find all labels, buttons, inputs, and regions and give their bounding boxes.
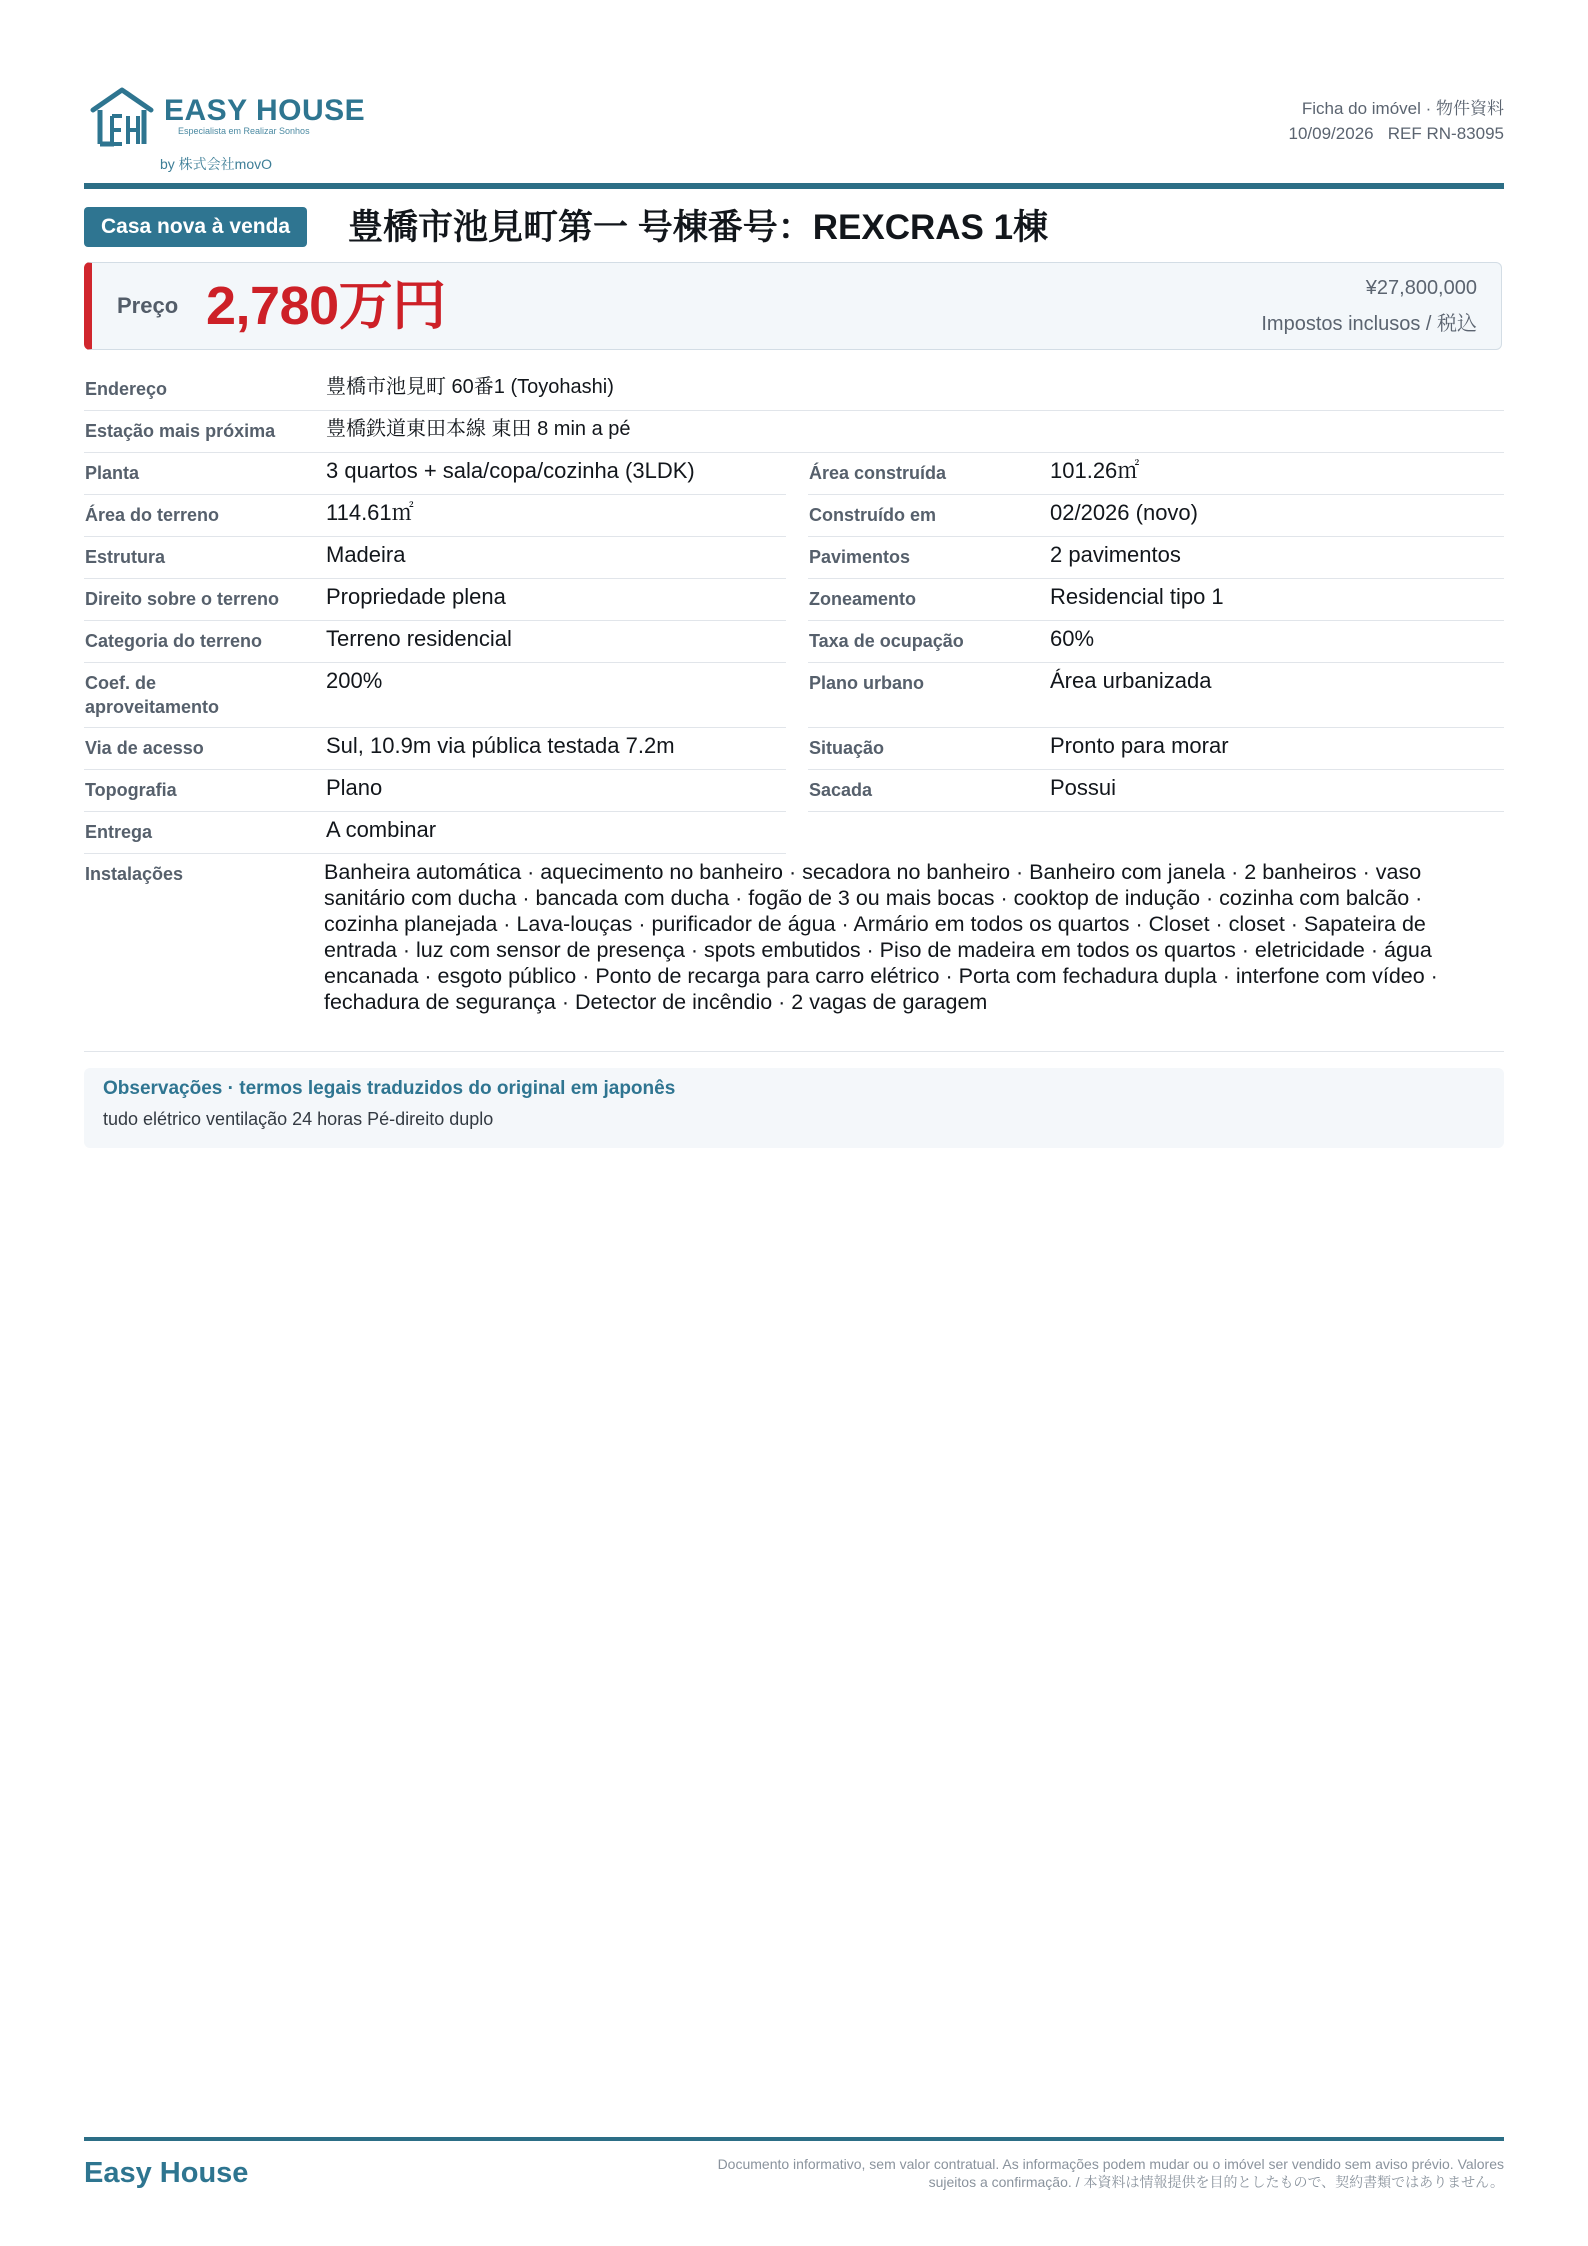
detail-row-built-area (808, 453, 1504, 495)
detail-value: 3 quartos + sala/copa/cozinha (3LDK) (326, 458, 695, 483)
detail-value: A combinar (326, 817, 437, 842)
detail-row-delivery (84, 812, 786, 854)
detail-value: 豊橋鉄道東田本線 東田 8 min a pé (326, 418, 631, 440)
detail-row-topography (84, 770, 786, 812)
detail-row-floors (808, 537, 1504, 579)
price-value: 2,780万円 (206, 276, 446, 336)
detail-row-land-right (84, 579, 786, 621)
detail-value: Madeira (326, 542, 406, 567)
header-divider (84, 183, 1504, 189)
title-row (84, 206, 1504, 250)
detail-value: Residencial tipo 1 (1050, 584, 1224, 609)
detail-label: Área do terreno (85, 505, 220, 525)
header (84, 78, 1504, 182)
detail-row-far (84, 663, 786, 728)
price-box (84, 262, 1502, 350)
detail-row-balcony (808, 770, 1504, 812)
detail-value: Plano (326, 775, 383, 800)
detail-value: Pronto para morar (1050, 733, 1229, 758)
notes-box (84, 1068, 1504, 1148)
detail-label: Endereço (85, 379, 168, 399)
detail-value: 200% (326, 668, 383, 693)
price-yen: ¥27,800,000 (1365, 277, 1477, 299)
notes-text: tudo elétrico ventilação 24 horas Pé-direito duplo (103, 1109, 494, 1129)
detail-value: Sul, 10.9m via pública testada 7.2m (326, 733, 675, 758)
detail-value: Banheira automática · aquecimento no banheiro · secadora no banheiro · Banheiro com janela · 2 banheiros · vaso sanitário com ducha · bancada com ducha · fogão de 3 ou mais bocas · cooktop de indução · cozinha com balcão · cozinha planejada · Lava-louças · purificador de água · Armário em todos os quartos · Closet · closet · Sapateira de entrada · luz com sensor de presença · spots embutidos · Piso de madeira em todos os quartos · eletricidade · água encanada · esgoto público · Ponto de recarga para carro elétrico · Porta com fechadura dupla · interfone com vídeo · fechadura de segurança · Detector de incêndio · 2 vagas de garagem (324, 860, 1438, 1014)
footer-disclaimer: Documento informativo, sem valor contratual. As informações podem mudar ou o imóvel ser vendido sem aviso prévio. Valores sujeitos a confirmação. / 本資料は情報提供を目的としたもので、契約書類ではありません。 (717, 2156, 1504, 2190)
detail-label: Entrega (85, 822, 153, 842)
detail-row-facilities (84, 854, 1504, 1052)
detail-label: Categoria do terreno (85, 631, 263, 651)
detail-value: 60% (1050, 626, 1095, 651)
detail-label: Situação (809, 738, 885, 758)
detail-label: Taxa de ocupação (809, 631, 964, 651)
document-meta (1289, 96, 1504, 146)
detail-row-built-in (808, 495, 1504, 537)
detail-label: Pavimentos (809, 547, 911, 567)
logo-company: by 株式会社movO (160, 156, 273, 172)
detail-label: Estação mais próxima (85, 421, 276, 441)
logo (90, 82, 370, 172)
detail-label: Instalações (85, 864, 184, 884)
detail-value: 2 pavimentos (1050, 542, 1181, 567)
detail-label: Topografia (85, 780, 177, 800)
detail-label: Sacada (809, 780, 873, 800)
detail-label: Via de acesso (85, 738, 204, 758)
detail-label: Área construída (809, 463, 947, 483)
detail-value: 114.61㎡ (326, 500, 414, 525)
detail-row-zoning (808, 579, 1504, 621)
price-label: Preço (117, 293, 179, 318)
detail-label: Plano urbano (809, 673, 925, 693)
detail-row-land-category (84, 621, 786, 663)
detail-row-station (84, 411, 1504, 453)
notes-title: Observações · termos legais traduzidos do original em japonês (103, 1078, 676, 1099)
detail-row-structure (84, 537, 786, 579)
detail-value: 豊橋市池見町 60番1 (Toyohashi) (326, 376, 614, 398)
detail-row-urban-plan (808, 663, 1504, 728)
detail-label: Construído em (809, 505, 937, 525)
detail-value: Possui (1050, 775, 1117, 800)
detail-value: Terreno residencial (326, 626, 512, 651)
detail-row-address (84, 369, 1504, 411)
document-date-ref (1289, 121, 1504, 146)
logo-brand: EASY HOUSE (164, 94, 366, 127)
detail-value: 101.26㎡ (1050, 458, 1140, 483)
footer-brand: Easy House (84, 2157, 249, 2189)
detail-value: Área urbanizada (1050, 668, 1212, 693)
document-ref: REF RN-83095 (1387, 124, 1504, 143)
detail-label: Direito sobre o terreno (85, 589, 280, 609)
detail-label: Estrutura (85, 547, 166, 567)
document-date: 10/09/2026 (1288, 124, 1374, 143)
price-tax-note: Impostos inclusos / 税込 (1261, 313, 1477, 335)
property-sheet (84, 0, 1504, 2246)
detail-row-land-area (84, 495, 786, 537)
detail-label: Coef. de aproveitamento (85, 673, 220, 717)
listing-type-badge: Casa nova à venda (84, 207, 307, 247)
document-type: Ficha do imóvel · 物件資料 (1301, 99, 1504, 118)
detail-value: Propriedade plena (326, 584, 506, 609)
detail-row-road (84, 728, 786, 770)
detail-label: Zoneamento (809, 589, 917, 609)
footer-divider (84, 2137, 1504, 2141)
detail-row-layout (84, 453, 786, 495)
detail-label: Planta (85, 463, 140, 483)
detail-row-coverage (808, 621, 1504, 663)
property-title: 豊橋市池見町第一 号棟番号：REXCRAS 1棟 (348, 208, 1049, 247)
detail-row-status (808, 728, 1504, 770)
house-logo-icon (90, 86, 154, 148)
detail-value: 02/2026 (novo) (1050, 500, 1198, 525)
logo-tagline: Especialista em Realizar Sonhos (178, 126, 310, 136)
